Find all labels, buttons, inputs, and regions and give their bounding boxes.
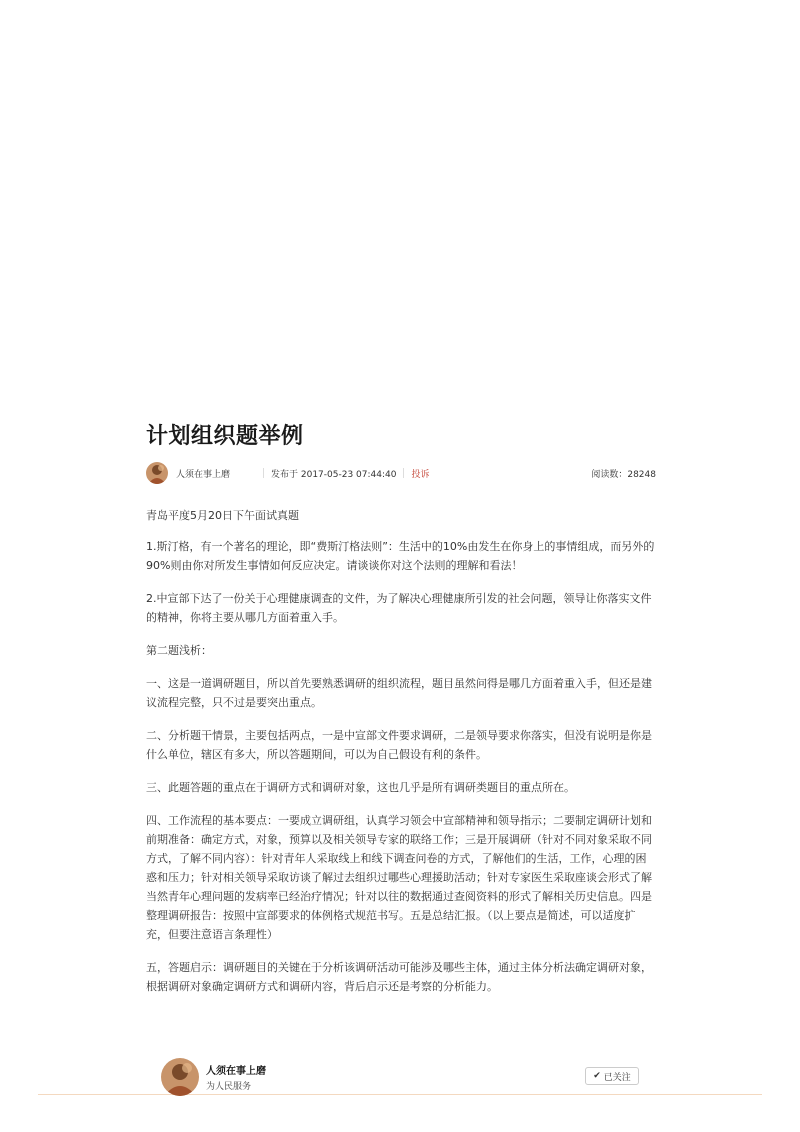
meta-divider bbox=[403, 468, 404, 478]
follow-button[interactable] bbox=[585, 1067, 639, 1085]
author-card-bio: 为人民服务 bbox=[206, 1082, 252, 1092]
author-card-avatar[interactable] bbox=[161, 1058, 199, 1096]
article-body bbox=[146, 506, 656, 996]
publish-time: 发布于 2017-05-23 07:44:40 bbox=[271, 469, 397, 480]
meta-divider bbox=[263, 468, 264, 478]
paragraph: 二、分析题干情景，主要包括两点，一是中宣部文件要求调研，二是领导要求你落实，但没有说明是你是什么单位，辖区有多大，所以答题期间，可以为自己假设有利的条件。 bbox=[146, 729, 652, 761]
paragraph: 五，答题启示：调研题目的关键在于分析该调研活动可能涉及哪些主体，通过主体分析法确定调研对象，根据调研对象确定调研方式和调研内容，背后启示还是考察的分析能力。 bbox=[146, 961, 652, 993]
avatar-image bbox=[146, 462, 168, 484]
paragraph: 2.中宣部下达了一份关于心理健康调查的文件，为了解决心理健康所引发的社会问题，领导让你落实文件的精神，你将主要从哪几方面着重入手。 bbox=[146, 592, 652, 624]
follow-button-label: 已关注 bbox=[603, 1072, 631, 1083]
read-count: 阅读数：28248 bbox=[591, 470, 656, 480]
article-meta bbox=[146, 460, 656, 486]
author-name[interactable]: 人须在事上磨 bbox=[176, 469, 231, 480]
paragraph: 1.斯汀格，有一个著名的理论，即“费斯汀格法则”：生活中的10%由发生在你身上的事情组成，而另外的90%则由你对所发生事情如何反应决定。请谈谈你对这个法则的理解和看法！ bbox=[146, 540, 655, 572]
avatar-image bbox=[161, 1058, 199, 1096]
author-avatar[interactable] bbox=[146, 462, 168, 484]
paragraph: 青岛平度5月20日下午面试真题 bbox=[146, 509, 299, 522]
paragraph: 第二题浅析： bbox=[146, 644, 212, 657]
report-link[interactable]: 投诉 bbox=[411, 469, 430, 480]
article bbox=[146, 422, 656, 1010]
paragraph: 一、这是一道调研题目，所以首先要熟悉调研的组织流程，题目虽然问得是哪几方面着重入手，但还是建议流程完整，只不过是要突出重点。 bbox=[146, 677, 652, 709]
article-title: 计划组织题举例 bbox=[146, 424, 304, 449]
paragraph: 三、此题答题的重点在于调研方式和调研对象，这也几乎是所有调研类题目的重点所在。 bbox=[146, 781, 575, 794]
check-icon: ✔ bbox=[593, 1071, 601, 1081]
paragraph: 四、工作流程的基本要点：一要成立调研组，认真学习领会中宣部精神和领导指示；二要制定调研计划和前期准备：确定方式，对象，预算以及相关领导专家的联络工作；三是开展调研（针对不同对象采取不同方式，了解不同内容）：针对青年人采取线上和线下调查问卷的方式，了解他们的生活，工作，心理的困惑和压力；针对相关领导采取访谈了解过去组织过哪些心理援助活动；针对专家医生采取座谈会形式了解当然青年心理问题的发病率已经治疗情况；针对以往的数据通过查阅资料的形式了解相关历史信息。四是整理调研报告：按照中宣部要求的体例格式规范书写。五是总结汇报。（以上要点是简述，可以适度扩充，但要注意语言条理性） bbox=[146, 814, 652, 941]
author-card-name[interactable]: 人须在事上磨 bbox=[206, 1066, 266, 1077]
author-card bbox=[38, 1054, 762, 1095]
